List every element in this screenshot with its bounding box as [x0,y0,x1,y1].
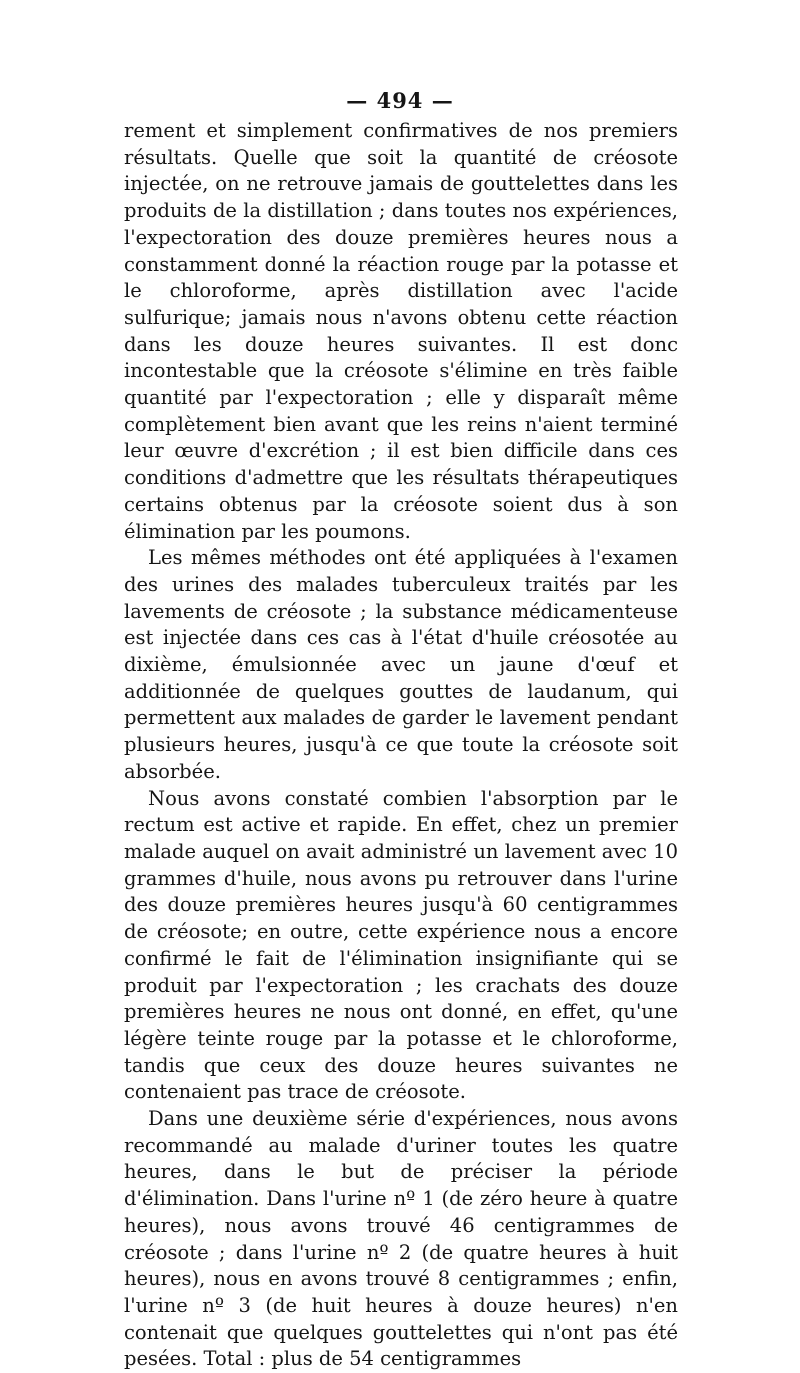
paragraph-1: rement et simplement confirmatives de nos premiers résultats. Quelle que soit la quantité de créosote injectée, on ne retrouve jamais de gouttelettes dans les produits de la distillation ; dans toutes nos expériences, l'expectoration des douze premières heures nous a constamment donné la réaction rouge par la potasse et le chloroforme, après distillation avec l'acide sulfurique; jamais nous n'avons obtenu cette réaction dans les douze heures suivantes. Il est donc incontestable que la créosote s'élimine en très faible quantité par l'expectoration ; elle y disparaît même complètement bien avant que les reins n'aient terminé leur œuvre d'excrétion ; il est bien difficile dans ces conditions d'admettre que les résultats thérapeutiques certains obtenus par la créosote soient dus à son élimination par les poumons. [124,119,678,543]
page-number: — 494 — [346,88,454,113]
paragraph-3: Nous avons constaté combien l'absorption par le rectum est active et rapide. En effet, chez un premier malade auquel on avait administré un lavement avec 10 grammes d'huile, nous avons pu retrouver dans l'urine des douze premières heures jusqu'à 60 centigrammes de créosote; en outre, cette expérience nous a encore confirmé le fait de l'élimination insignifiante qui se produit par l'expectoration ; les crachats des douze premières heures ne nous ont donné, en effet, qu'une légère teinte rouge par la potasse et le chloroforme, tandis que ceux des douze heures suivantes ne contenaient pas trace de créosote. [124,786,678,1104]
paragraph-2: Les mêmes méthodes ont été appliquées à l'examen des urines des malades tuberculeux traités par les lavements de créosote ; la substance médicamenteuse est injectée dans ces cas à l'état d'huile créosotée au dixième, émulsionnée avec un jaune d'œuf et additionnée de quelques gouttes de laudanum, qui permettent aux malades de garder le lavement pendant plusieurs heures, jusqu'à ce que toute la créosote soit absorbée. [124,546,678,783]
paragraph-4: Dans une deuxième série d'expériences, nous avons recommandé au malade d'uriner toutes les quatre heures, dans le but de préciser la période d'élimination. Dans l'urine nº 1 (de zéro heure à quatre heures), nous avons trouvé 46 centigrammes de créosote ; dans l'urine nº 2 (de quatre heures à huit heures), nous en avons trouvé 8 centigrammes ; enfin, l'urine nº 3 (de huit heures à douze heures) n'en contenait que quelques gouttelettes qui n'ont pas été pesées. Total : plus de 54 centigrammes [124,1107,678,1371]
body-text [124,118,678,1373]
